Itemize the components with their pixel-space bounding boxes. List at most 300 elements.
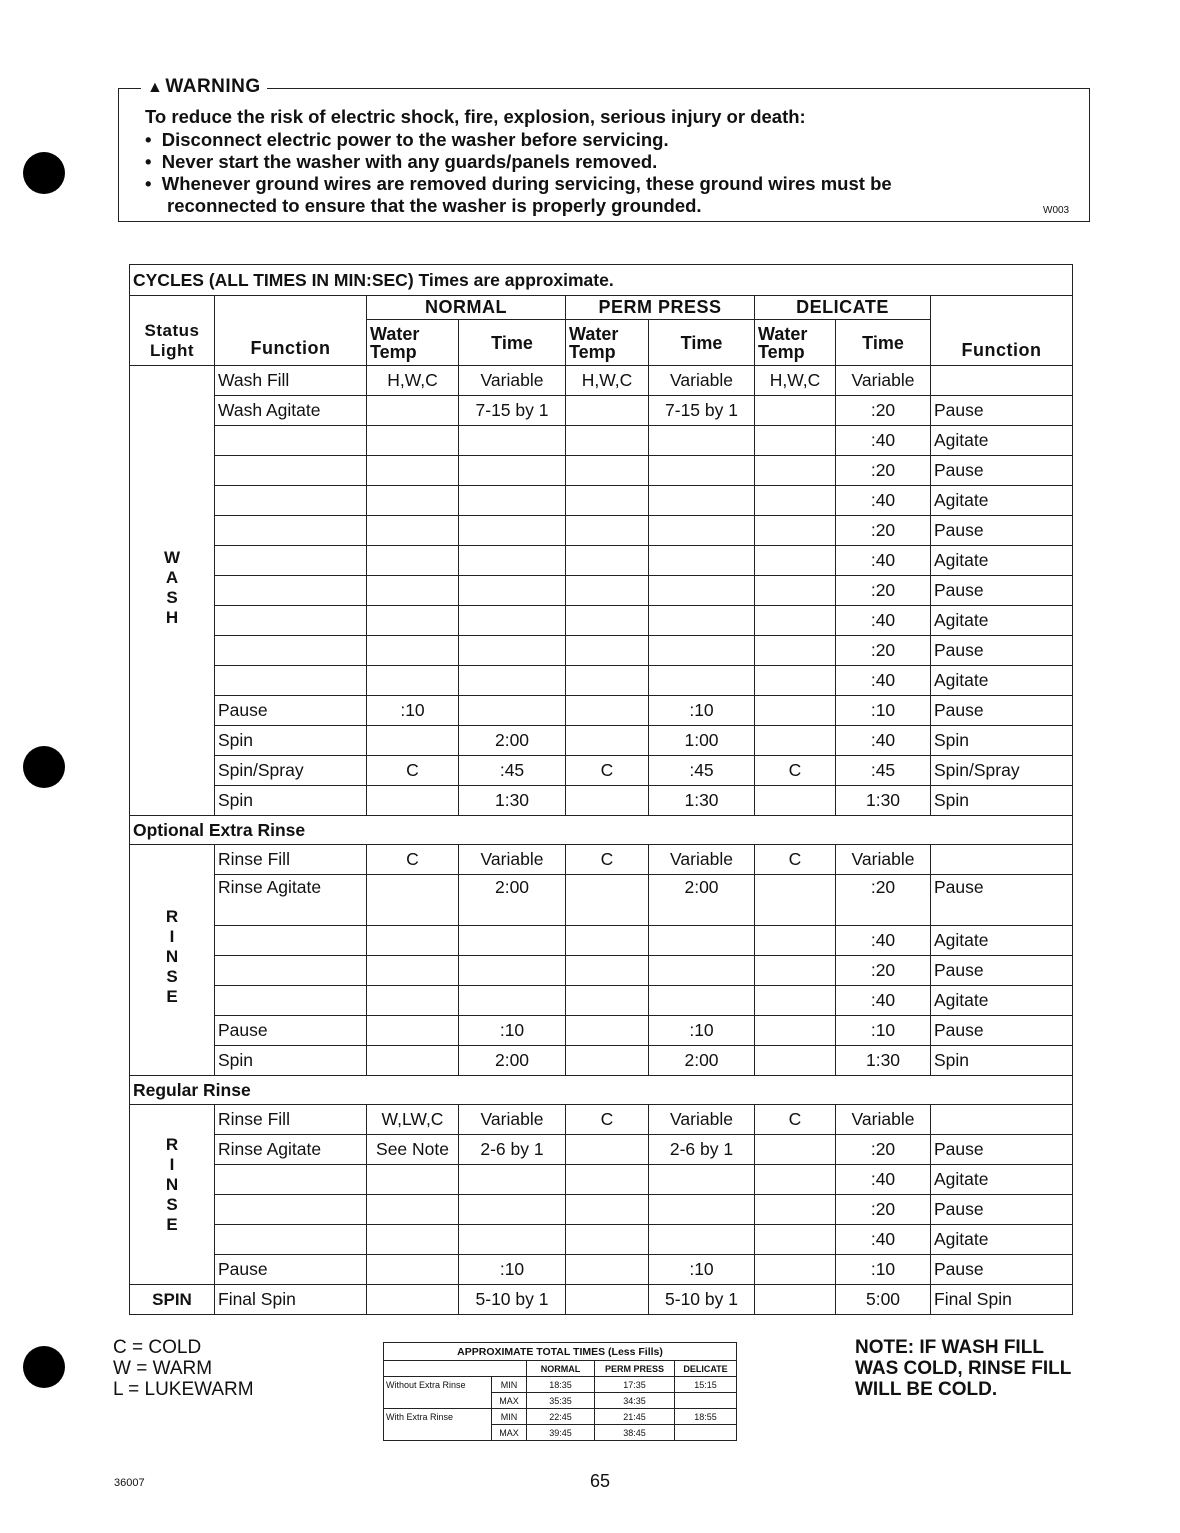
totals-cell: MAX	[492, 1393, 527, 1409]
table-cell: H,W,C	[367, 366, 459, 396]
totals-cell: MIN	[492, 1409, 527, 1425]
table-row	[130, 576, 1073, 606]
table-cell	[649, 1195, 755, 1225]
table-row	[130, 875, 1073, 926]
table-cell	[459, 606, 566, 636]
table-cell	[459, 546, 566, 576]
table-cell	[755, 1225, 836, 1255]
table-cell: Pause	[931, 516, 1073, 546]
totals-cell: With Extra Rinse	[384, 1409, 492, 1425]
table-cell: Spin	[931, 1046, 1073, 1076]
table-cell: C	[755, 756, 836, 786]
table-cell	[755, 986, 836, 1016]
table-cell: Variable	[459, 845, 566, 875]
table-cell	[649, 956, 755, 986]
table-cell: Pause	[931, 1255, 1073, 1285]
table-cell	[367, 1165, 459, 1195]
table-cell	[566, 726, 649, 756]
table-cell	[566, 516, 649, 546]
table-cell	[367, 606, 459, 636]
table-cell	[459, 1225, 566, 1255]
table-cell	[215, 546, 367, 576]
table-row	[130, 426, 1073, 456]
regular-rinse-label: Regular Rinse	[130, 1076, 1073, 1105]
table-cell: Pause	[931, 636, 1073, 666]
table-cell: Rinse Agitate	[215, 875, 367, 926]
table-cell	[649, 666, 755, 696]
delicate-water-temp-header: Water Temp	[755, 320, 836, 366]
table-cell	[566, 1046, 649, 1076]
perm-press-header: PERM PRESS	[566, 296, 755, 320]
table-cell	[649, 1165, 755, 1195]
document-code: 36007	[114, 1477, 145, 1489]
table-cell	[367, 875, 459, 926]
table-cell: :10	[367, 696, 459, 726]
table-cell	[367, 1285, 459, 1315]
warning-bullet-1: • Disconnect electric power to the washer before servicing.	[145, 129, 669, 150]
table-cell: Spin/Spray	[215, 756, 367, 786]
table-cell: :40	[836, 726, 931, 756]
table-cell	[755, 486, 836, 516]
table-row	[130, 396, 1073, 426]
delicate-header: DELICATE	[755, 296, 931, 320]
table-cell	[459, 516, 566, 546]
table-cell: C	[566, 845, 649, 875]
table-cell	[649, 456, 755, 486]
legend	[113, 1337, 254, 1400]
table-cell	[459, 456, 566, 486]
table-cell: C	[566, 1105, 649, 1135]
table-cell	[566, 396, 649, 426]
table-cell: Wash Fill	[215, 366, 367, 396]
table-row	[130, 986, 1073, 1016]
totals-cell: 17:35	[595, 1377, 675, 1393]
totals-title: APPROXIMATE TOTAL TIMES (Less Fills)	[384, 1343, 737, 1361]
table-cell	[566, 486, 649, 516]
table-cell	[459, 956, 566, 986]
table-cell: 2:00	[459, 1046, 566, 1076]
table-cell	[459, 696, 566, 726]
warning-code: W003	[1043, 205, 1070, 216]
table-cell: Variable	[836, 845, 931, 875]
table-cell	[215, 956, 367, 986]
table-cell: Pause	[931, 696, 1073, 726]
totals-cell: 35:35	[527, 1393, 595, 1409]
totals-row	[384, 1393, 737, 1409]
warning-bullet-3-cont: reconnected to ensure that the washer is properly grounded.	[167, 195, 702, 216]
table-cell: Spin	[215, 726, 367, 756]
table-row	[130, 1046, 1073, 1076]
table-cell	[367, 726, 459, 756]
table-cell	[367, 956, 459, 986]
table-cell	[755, 786, 836, 816]
table-cell	[755, 956, 836, 986]
table-row	[130, 756, 1073, 786]
table-cell: H,W,C	[566, 366, 649, 396]
table-cell	[367, 1046, 459, 1076]
table-cell	[459, 636, 566, 666]
table-cell: :20	[836, 576, 931, 606]
table-cell	[755, 1255, 836, 1285]
binder-hole-bottom	[23, 1346, 65, 1388]
table-cell	[566, 986, 649, 1016]
table-row	[130, 456, 1073, 486]
table-cell: :10	[459, 1255, 566, 1285]
table-cell: Agitate	[931, 1225, 1073, 1255]
binder-hole-top	[23, 152, 65, 194]
normal-time-header: Time	[459, 320, 566, 366]
table-cell	[755, 396, 836, 426]
table-cell	[215, 516, 367, 546]
table-cell	[459, 576, 566, 606]
table-cell	[566, 606, 649, 636]
table-cell	[215, 426, 367, 456]
table-cell	[566, 546, 649, 576]
table-row	[130, 845, 1073, 875]
table-cell: Pause	[931, 875, 1073, 926]
table-cell: Spin	[931, 786, 1073, 816]
table-cell	[649, 986, 755, 1016]
table-cell: 2:00	[649, 875, 755, 926]
table-cell: Spin	[215, 1046, 367, 1076]
table-cell	[566, 786, 649, 816]
table-cell	[649, 516, 755, 546]
table-cell	[215, 666, 367, 696]
table-row	[130, 516, 1073, 546]
table-cell	[649, 926, 755, 956]
table-cell	[755, 1016, 836, 1046]
table-cell: 5-10 by 1	[459, 1285, 566, 1315]
table-cell	[367, 1255, 459, 1285]
totals-cell: Without Extra Rinse	[384, 1377, 492, 1393]
table-cell: Variable	[649, 1105, 755, 1135]
table-cell: :45	[459, 756, 566, 786]
table-cell: Final Spin	[215, 1285, 367, 1315]
regular-rinse-status-label: R I N S E	[130, 1105, 215, 1285]
table-cell	[367, 426, 459, 456]
table-cell	[459, 486, 566, 516]
table-row	[130, 926, 1073, 956]
table-cell: Wash Agitate	[215, 396, 367, 426]
table-cell: Pause	[931, 1135, 1073, 1165]
table-cell	[566, 1255, 649, 1285]
table-cell	[755, 546, 836, 576]
table-cell	[215, 926, 367, 956]
table-cell	[215, 456, 367, 486]
table-cell	[755, 1165, 836, 1195]
table-cell: 2-6 by 1	[459, 1135, 566, 1165]
page-number: 65	[590, 1471, 611, 1491]
totals-perm-header: PERM PRESS	[595, 1361, 675, 1377]
table-cell: :20	[836, 875, 931, 926]
table-cell	[755, 1285, 836, 1315]
table-cell	[566, 576, 649, 606]
table-row	[130, 666, 1073, 696]
table-cell	[367, 636, 459, 666]
table-cell: Pause	[931, 576, 1073, 606]
totals-corner	[384, 1361, 527, 1377]
table-cell	[566, 1165, 649, 1195]
table-cell	[367, 516, 459, 546]
totals-row	[384, 1409, 737, 1425]
table-cell: :20	[836, 956, 931, 986]
table-cell: C	[367, 756, 459, 786]
table-cell	[649, 486, 755, 516]
table-cell: :10	[459, 1016, 566, 1046]
table-row	[130, 486, 1073, 516]
table-cell	[755, 456, 836, 486]
legend-warm: W = WARM	[113, 1358, 213, 1379]
totals-cell	[675, 1425, 737, 1441]
totals-cell: 38:45	[595, 1425, 675, 1441]
perm-water-temp-header: Water Temp	[566, 320, 649, 366]
table-cell	[931, 1105, 1073, 1135]
table-cell: Rinse Fill	[215, 1105, 367, 1135]
status-light-header: Status Light	[130, 296, 215, 366]
table-cell: 7-15 by 1	[649, 396, 755, 426]
table-cell: 5:00	[836, 1285, 931, 1315]
table-row	[130, 1195, 1073, 1225]
table-cell	[566, 456, 649, 486]
table-cell	[215, 486, 367, 516]
optional-extra-rinse-label: Optional Extra Rinse	[130, 816, 1073, 845]
table-cell: H,W,C	[755, 366, 836, 396]
table-cell	[367, 486, 459, 516]
extra-rinse-status-label: R I N S E	[130, 845, 215, 1076]
totals-row	[384, 1377, 737, 1393]
table-row	[130, 726, 1073, 756]
table-cell	[367, 546, 459, 576]
table-cell: Spin	[215, 786, 367, 816]
table-cell: C	[755, 1105, 836, 1135]
table-cell: Variable	[649, 366, 755, 396]
table-cell	[755, 606, 836, 636]
table-cell	[367, 666, 459, 696]
table-cell: :10	[649, 1255, 755, 1285]
table-cell: 5-10 by 1	[649, 1285, 755, 1315]
table-cell	[215, 606, 367, 636]
table-cell: Agitate	[931, 606, 1073, 636]
optional-extra-rinse-section-header	[130, 816, 1073, 845]
table-cell: :20	[836, 456, 931, 486]
table-cell: Pause	[215, 1016, 367, 1046]
function-header-right: Function	[931, 296, 1073, 366]
table-cell	[649, 606, 755, 636]
table-cell: :40	[836, 666, 931, 696]
table-row	[130, 1255, 1073, 1285]
table-cell	[566, 875, 649, 926]
table-cell: Agitate	[931, 1165, 1073, 1195]
table-cell: :40	[836, 486, 931, 516]
extra-rinse-section	[130, 845, 1073, 1076]
table-cell	[755, 666, 836, 696]
note-text: NOTE: IF WASH FILL WAS COLD, RINSE FILL WILL BE COLD.	[855, 1337, 1072, 1400]
table-cell: :10	[836, 1016, 931, 1046]
table-cell: 1:30	[459, 786, 566, 816]
normal-header: NORMAL	[367, 296, 566, 320]
table-cell	[459, 926, 566, 956]
wash-section	[130, 366, 1073, 816]
table-cell	[215, 1165, 367, 1195]
spin-section	[130, 1285, 1073, 1315]
regular-rinse-section	[130, 1105, 1073, 1285]
table-cell	[566, 926, 649, 956]
table-cell: 2:00	[459, 726, 566, 756]
table-cell: Pause	[931, 1016, 1073, 1046]
totals-cell: 15:15	[675, 1377, 737, 1393]
table-row	[130, 1225, 1073, 1255]
table-cell: Pause	[931, 1195, 1073, 1225]
table-cell	[367, 786, 459, 816]
table-cell: :45	[649, 756, 755, 786]
table-cell: :10	[836, 696, 931, 726]
spin-status-label: SPIN	[130, 1285, 215, 1315]
table-cell: :40	[836, 1165, 931, 1195]
table-cell: Final Spin	[931, 1285, 1073, 1315]
table-cell	[215, 986, 367, 1016]
table-cell	[367, 576, 459, 606]
table-cell: 2:00	[649, 1046, 755, 1076]
warning-bullet-3: • Whenever ground wires are removed during servicing, these ground wires must be	[145, 173, 892, 194]
table-cell	[215, 1195, 367, 1225]
table-cell	[459, 986, 566, 1016]
table-cell: Agitate	[931, 666, 1073, 696]
table-row	[130, 696, 1073, 726]
table-cell	[367, 456, 459, 486]
table-cell: Spin/Spray	[931, 756, 1073, 786]
totals-cell	[384, 1425, 492, 1441]
table-cell	[367, 1195, 459, 1225]
totals-cell: 22:45	[527, 1409, 595, 1425]
table-cell	[367, 1225, 459, 1255]
table-cell: 1:00	[649, 726, 755, 756]
table-cell	[367, 926, 459, 956]
table-row	[130, 1285, 1073, 1315]
table-cell: :20	[836, 1135, 931, 1165]
cycles-table	[129, 264, 1073, 1315]
table-title: CYCLES (ALL TIMES IN MIN:SEC) Times are approximate.	[130, 265, 1073, 296]
regular-rinse-section-header	[130, 1076, 1073, 1105]
table-cell: :20	[836, 636, 931, 666]
table-row	[130, 1135, 1073, 1165]
table-cell	[215, 1225, 367, 1255]
table-cell: :40	[836, 426, 931, 456]
totals-row	[384, 1425, 737, 1441]
table-cell	[649, 426, 755, 456]
table-cell	[566, 1016, 649, 1046]
totals-cell: MIN	[492, 1377, 527, 1393]
table-cell	[459, 1195, 566, 1225]
table-cell: W,LW,C	[367, 1105, 459, 1135]
table-cell	[649, 1225, 755, 1255]
table-row	[130, 636, 1073, 666]
table-cell	[215, 636, 367, 666]
table-cell: Variable	[836, 366, 931, 396]
table-cell	[215, 576, 367, 606]
table-cell	[649, 546, 755, 576]
table-cell	[367, 396, 459, 426]
table-cell: Spin	[931, 726, 1073, 756]
totals-cell	[384, 1393, 492, 1409]
table-cell	[755, 426, 836, 456]
table-row	[130, 366, 1073, 396]
function-header: Function	[215, 296, 367, 366]
table-row	[130, 1165, 1073, 1195]
table-cell	[755, 576, 836, 606]
table-cell: Pause	[931, 396, 1073, 426]
table-cell: Rinse Fill	[215, 845, 367, 875]
table-cell: 7-15 by 1	[459, 396, 566, 426]
totals-cell: 34:35	[595, 1393, 675, 1409]
legend-cold: C = COLD	[113, 1337, 202, 1358]
table-cell: 2:00	[459, 875, 566, 926]
table-cell	[755, 875, 836, 926]
warning-title: ▲ WARNING	[141, 76, 267, 98]
table-cell	[459, 1165, 566, 1195]
table-cell	[459, 666, 566, 696]
delicate-time-header: Time	[836, 320, 931, 366]
table-cell	[566, 636, 649, 666]
table-cell: Pause	[931, 956, 1073, 986]
table-cell	[566, 1195, 649, 1225]
table-cell	[755, 926, 836, 956]
table-cell: C	[367, 845, 459, 875]
table-cell: Rinse Agitate	[215, 1135, 367, 1165]
table-cell: :40	[836, 926, 931, 956]
legend-lukewarm: L = LUKEWARM	[113, 1379, 254, 1400]
totals-cell: 18:35	[527, 1377, 595, 1393]
table-cell: Agitate	[931, 486, 1073, 516]
table-cell	[367, 1016, 459, 1046]
table-cell: Variable	[459, 1105, 566, 1135]
table-cell	[755, 696, 836, 726]
table-cell: :40	[836, 986, 931, 1016]
table-cell	[755, 726, 836, 756]
table-cell	[931, 845, 1073, 875]
table-cell: Pause	[215, 1255, 367, 1285]
table-cell: :20	[836, 396, 931, 426]
table-cell: :40	[836, 1225, 931, 1255]
table-row	[130, 546, 1073, 576]
table-cell	[566, 696, 649, 726]
totals-cell: MAX	[492, 1425, 527, 1441]
table-row	[130, 606, 1073, 636]
table-cell: Agitate	[931, 546, 1073, 576]
table-cell: Agitate	[931, 986, 1073, 1016]
table-cell	[367, 986, 459, 1016]
table-cell: Variable	[459, 366, 566, 396]
totals-cell	[675, 1393, 737, 1409]
table-cell: :10	[836, 1255, 931, 1285]
table-cell: 1:30	[649, 786, 755, 816]
table-cell: 2-6 by 1	[649, 1135, 755, 1165]
table-cell	[649, 636, 755, 666]
table-cell	[566, 1135, 649, 1165]
approximate-total-times-table	[383, 1342, 737, 1441]
table-cell: Agitate	[931, 426, 1073, 456]
table-cell	[566, 426, 649, 456]
table-cell	[755, 1135, 836, 1165]
table-cell: Variable	[836, 1105, 931, 1135]
table-cell	[649, 576, 755, 606]
warning-intro: To reduce the risk of electric shock, fire, explosion, serious injury or death:	[145, 106, 806, 127]
totals-delicate-header: DELICATE	[675, 1361, 737, 1377]
warning-triangle-icon: ▲	[147, 79, 164, 96]
normal-water-temp-header: Water Temp	[367, 320, 459, 366]
totals-cell: 21:45	[595, 1409, 675, 1425]
table-cell: 1:30	[836, 1046, 931, 1076]
table-cell	[755, 1046, 836, 1076]
